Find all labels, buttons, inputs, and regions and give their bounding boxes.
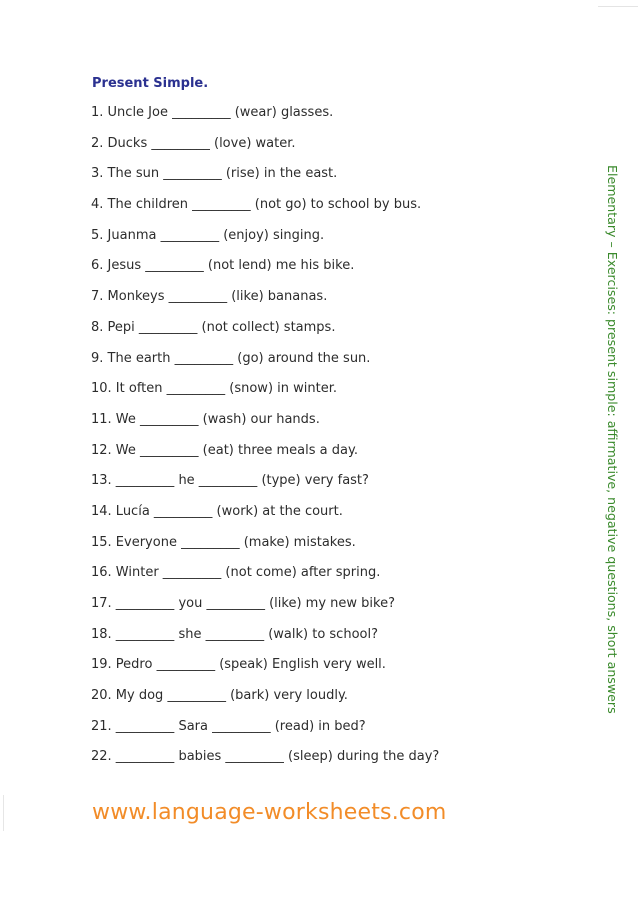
exercise-item: 1. Uncle Joe _________ (wear) glasses. [91,105,334,120]
side-category-label: Elementary – Exercises: present simple: affirmative, negative questions, short answers [605,165,620,714]
exercise-item: 8. Pepi _________ (not collect) stamps. [91,319,336,335]
exercise-item: 3. The sun _________ (rise) in the east. [91,166,338,182]
exercise-item: 16. Winter _________ (not come) after spring. [91,565,381,581]
exercise-item: 10. It often _________ (snow) in winter. [91,381,337,397]
page-margin-mark [3,795,4,831]
exercise-item: 12. We _________ (eat) three meals a day. [91,442,358,458]
exercise-item: 18. _________ she _________ (walk) to school? [91,626,378,642]
exercise-item: 22. _________ babies _________ (sleep) during the day? [91,749,440,765]
exercise-item: 14. Lucía _________ (work) at the court. [91,503,343,519]
exercise-item: 19. Pedro _________ (speak) English very well. [91,657,386,673]
exercise-item: 7. Monkeys _________ (like) bananas. [91,289,328,305]
exercise-item: 9. The earth _________ (go) around the sun. [91,350,371,366]
exercise-item: 21. _________ Sara _________ (read) in bed? [91,718,366,734]
exercise-list [91,103,439,778]
exercise-item: 4. The children _________ (not go) to school by bus. [91,197,422,213]
exercise-item: 5. Juanma _________ (enjoy) singing. [91,227,325,243]
exercise-item: 15. Everyone _________ (make) mistakes. [91,534,356,550]
exercise-item: 13. _________ he _________ (type) very fast? [91,473,369,489]
exercise-item: 11. We _________ (wash) our hands. [91,411,320,427]
worksheet-title: Present Simple. [92,76,209,91]
exercise-item: 20. My dog _________ (bark) very loudly. [91,688,348,704]
footer-website-url[interactable]: www.language-worksheets.com [92,800,447,825]
exercise-item: 2. Ducks _________ (love) water. [91,135,296,151]
page-corner-edge [598,0,638,7]
exercise-item: 17. _________ you _________ (like) my new bike? [91,596,395,611]
exercise-item: 6. Jesus _________ (not lend) me his bike. [91,258,355,274]
